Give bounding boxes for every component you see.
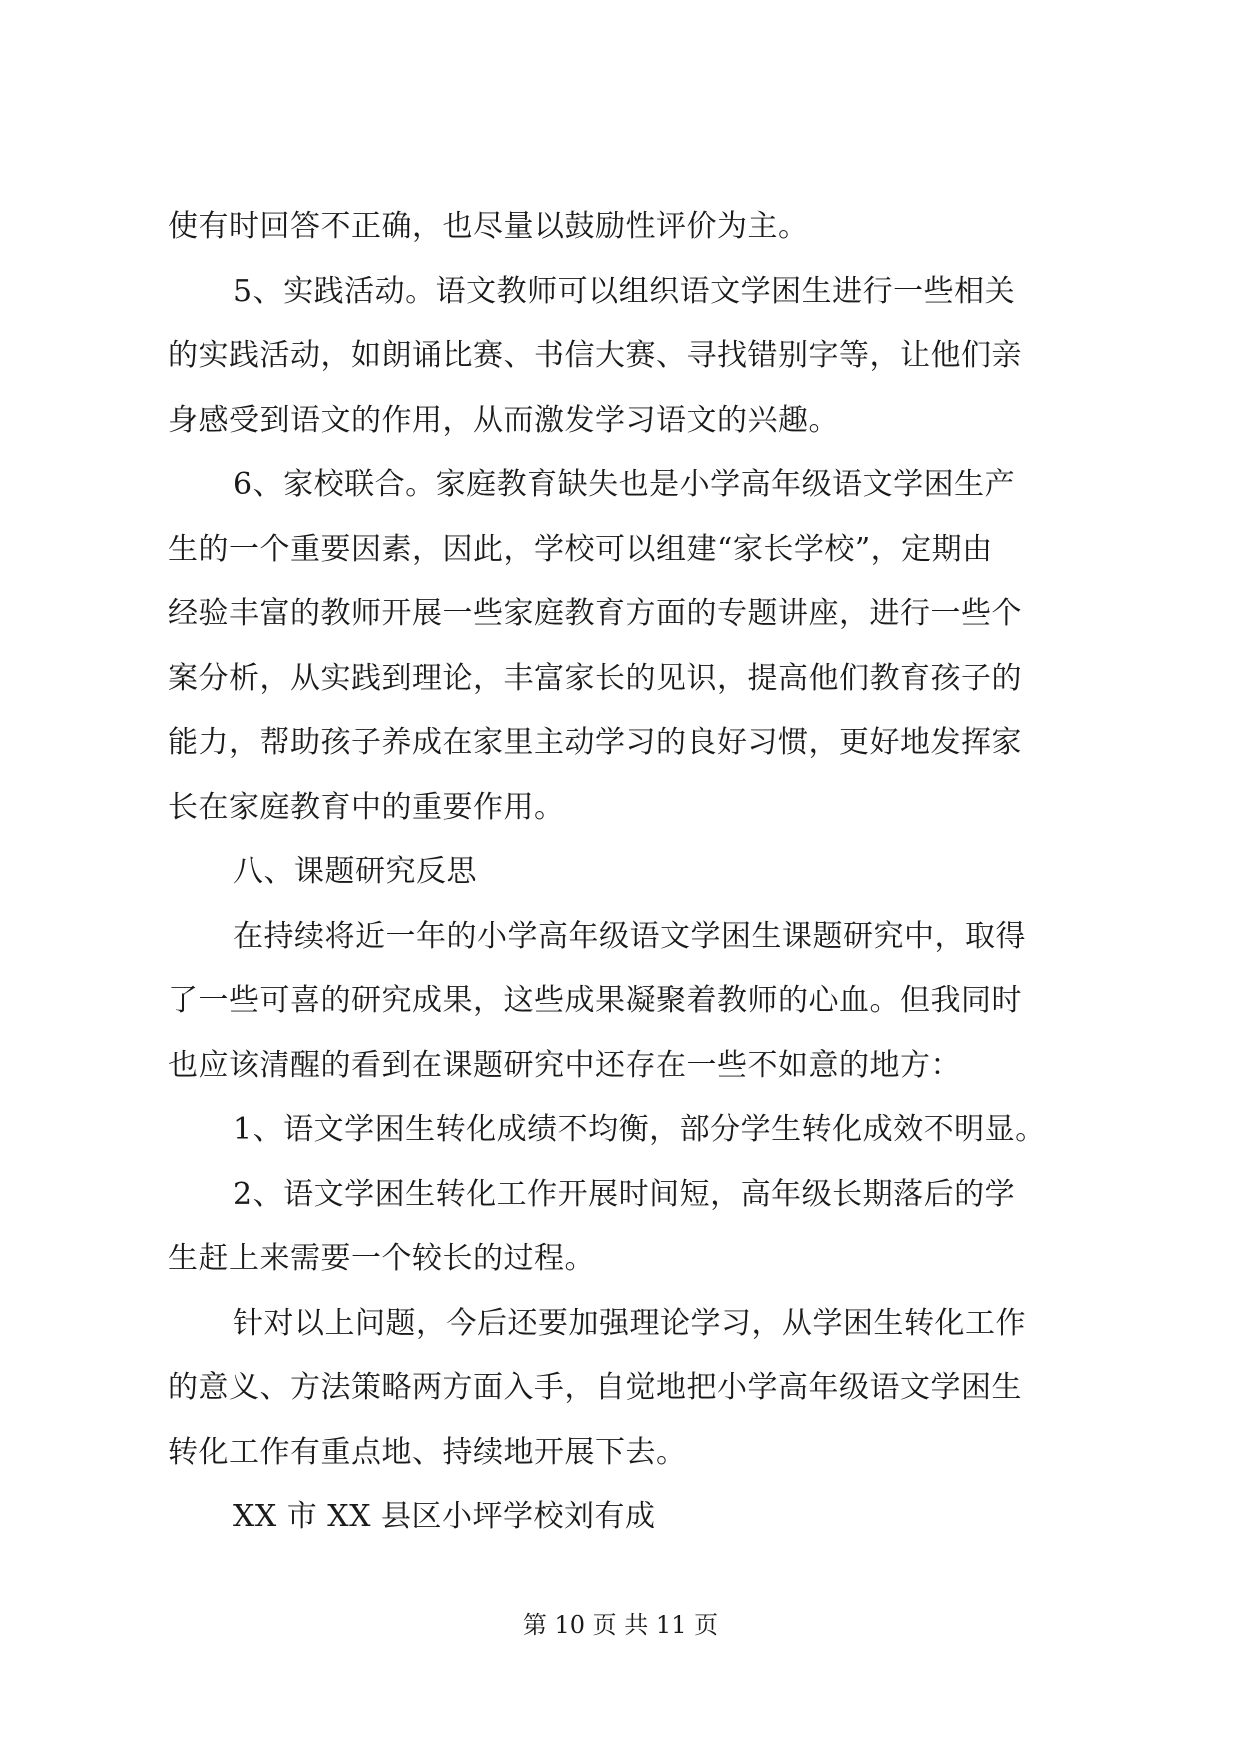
paragraph (168, 905, 1088, 1099)
paragraph (168, 195, 1088, 260)
text-line: 的意义、方法策略两方面入手，自觉地把小学高年级语文学困生 (168, 1370, 1022, 1405)
text-line: 使有时回答不正确，也尽量以鼓励性评价为主。 (168, 209, 809, 244)
text-line: 在持续将近一年的小学高年级语文学困生课题研究中，取得 (233, 918, 1026, 954)
text-line: 也应该清醒的看到在课题研究中还存在一些不如意的地方： (168, 1047, 961, 1083)
text-line: 转化工作有重点地、持续地开展下去。 (168, 1434, 687, 1470)
text-line: 能力，帮助孩子养成在家里主动学习的良好习惯，更好地发挥家 (168, 725, 1022, 760)
document-body (168, 195, 1088, 1550)
text-line: 生的一个重要因素，因此，学校可以组建“家长学校”，定期由 (168, 531, 993, 567)
paragraph (168, 260, 1088, 454)
paragraph (168, 1292, 1088, 1486)
text-line: 的实践活动，如朗诵比赛、书信大赛、寻找错别字等，让他们亲 (168, 338, 1022, 373)
page-footer: 第 10 页 共 11 页 (522, 1611, 719, 1639)
text-line: 长在家庭教育中的重要作用。 (168, 789, 565, 825)
paragraph (168, 840, 1088, 905)
text-line: 身感受到语文的作用，从而激发学习语文的兴趣。 (168, 402, 839, 438)
paragraph (168, 1163, 1088, 1292)
text-line: 2、语文学困生转化工作开展时间短，高年级长期落后的学 (233, 1176, 1016, 1212)
text-line: XX 市 XX 县区小坪学校刘有成 (233, 1499, 656, 1534)
text-line: 6、家校联合。家庭教育缺失也是小学高年级语文学困生产 (233, 467, 1016, 502)
text-line: 针对以上问题，今后还要加强理论学习，从学困生转化工作 (233, 1305, 1026, 1341)
text-line: 1、语文学困生转化成绩不均衡，部分学生转化成效不明显。 (233, 1112, 1046, 1147)
text-line: 生赶上来需要一个较长的过程。 (168, 1241, 595, 1276)
text-line: 了一些可喜的研究成果，这些成果凝聚着教师的心血。但我同时 (168, 983, 1022, 1018)
text-line: 案分析，从实践到理论，丰富家长的见识，提高他们教育孩子的 (168, 660, 1022, 696)
paragraph (168, 453, 1088, 840)
paragraph (168, 1485, 1088, 1550)
text-line: 经验丰富的教师开展一些家庭教育方面的专题讲座，进行一些个 (168, 596, 1022, 631)
text-line: 5、实践活动。语文教师可以组织语文学困生进行一些相关 (233, 273, 1016, 309)
paragraph (168, 1098, 1088, 1163)
text-line: 八、课题研究反思 (233, 854, 477, 889)
